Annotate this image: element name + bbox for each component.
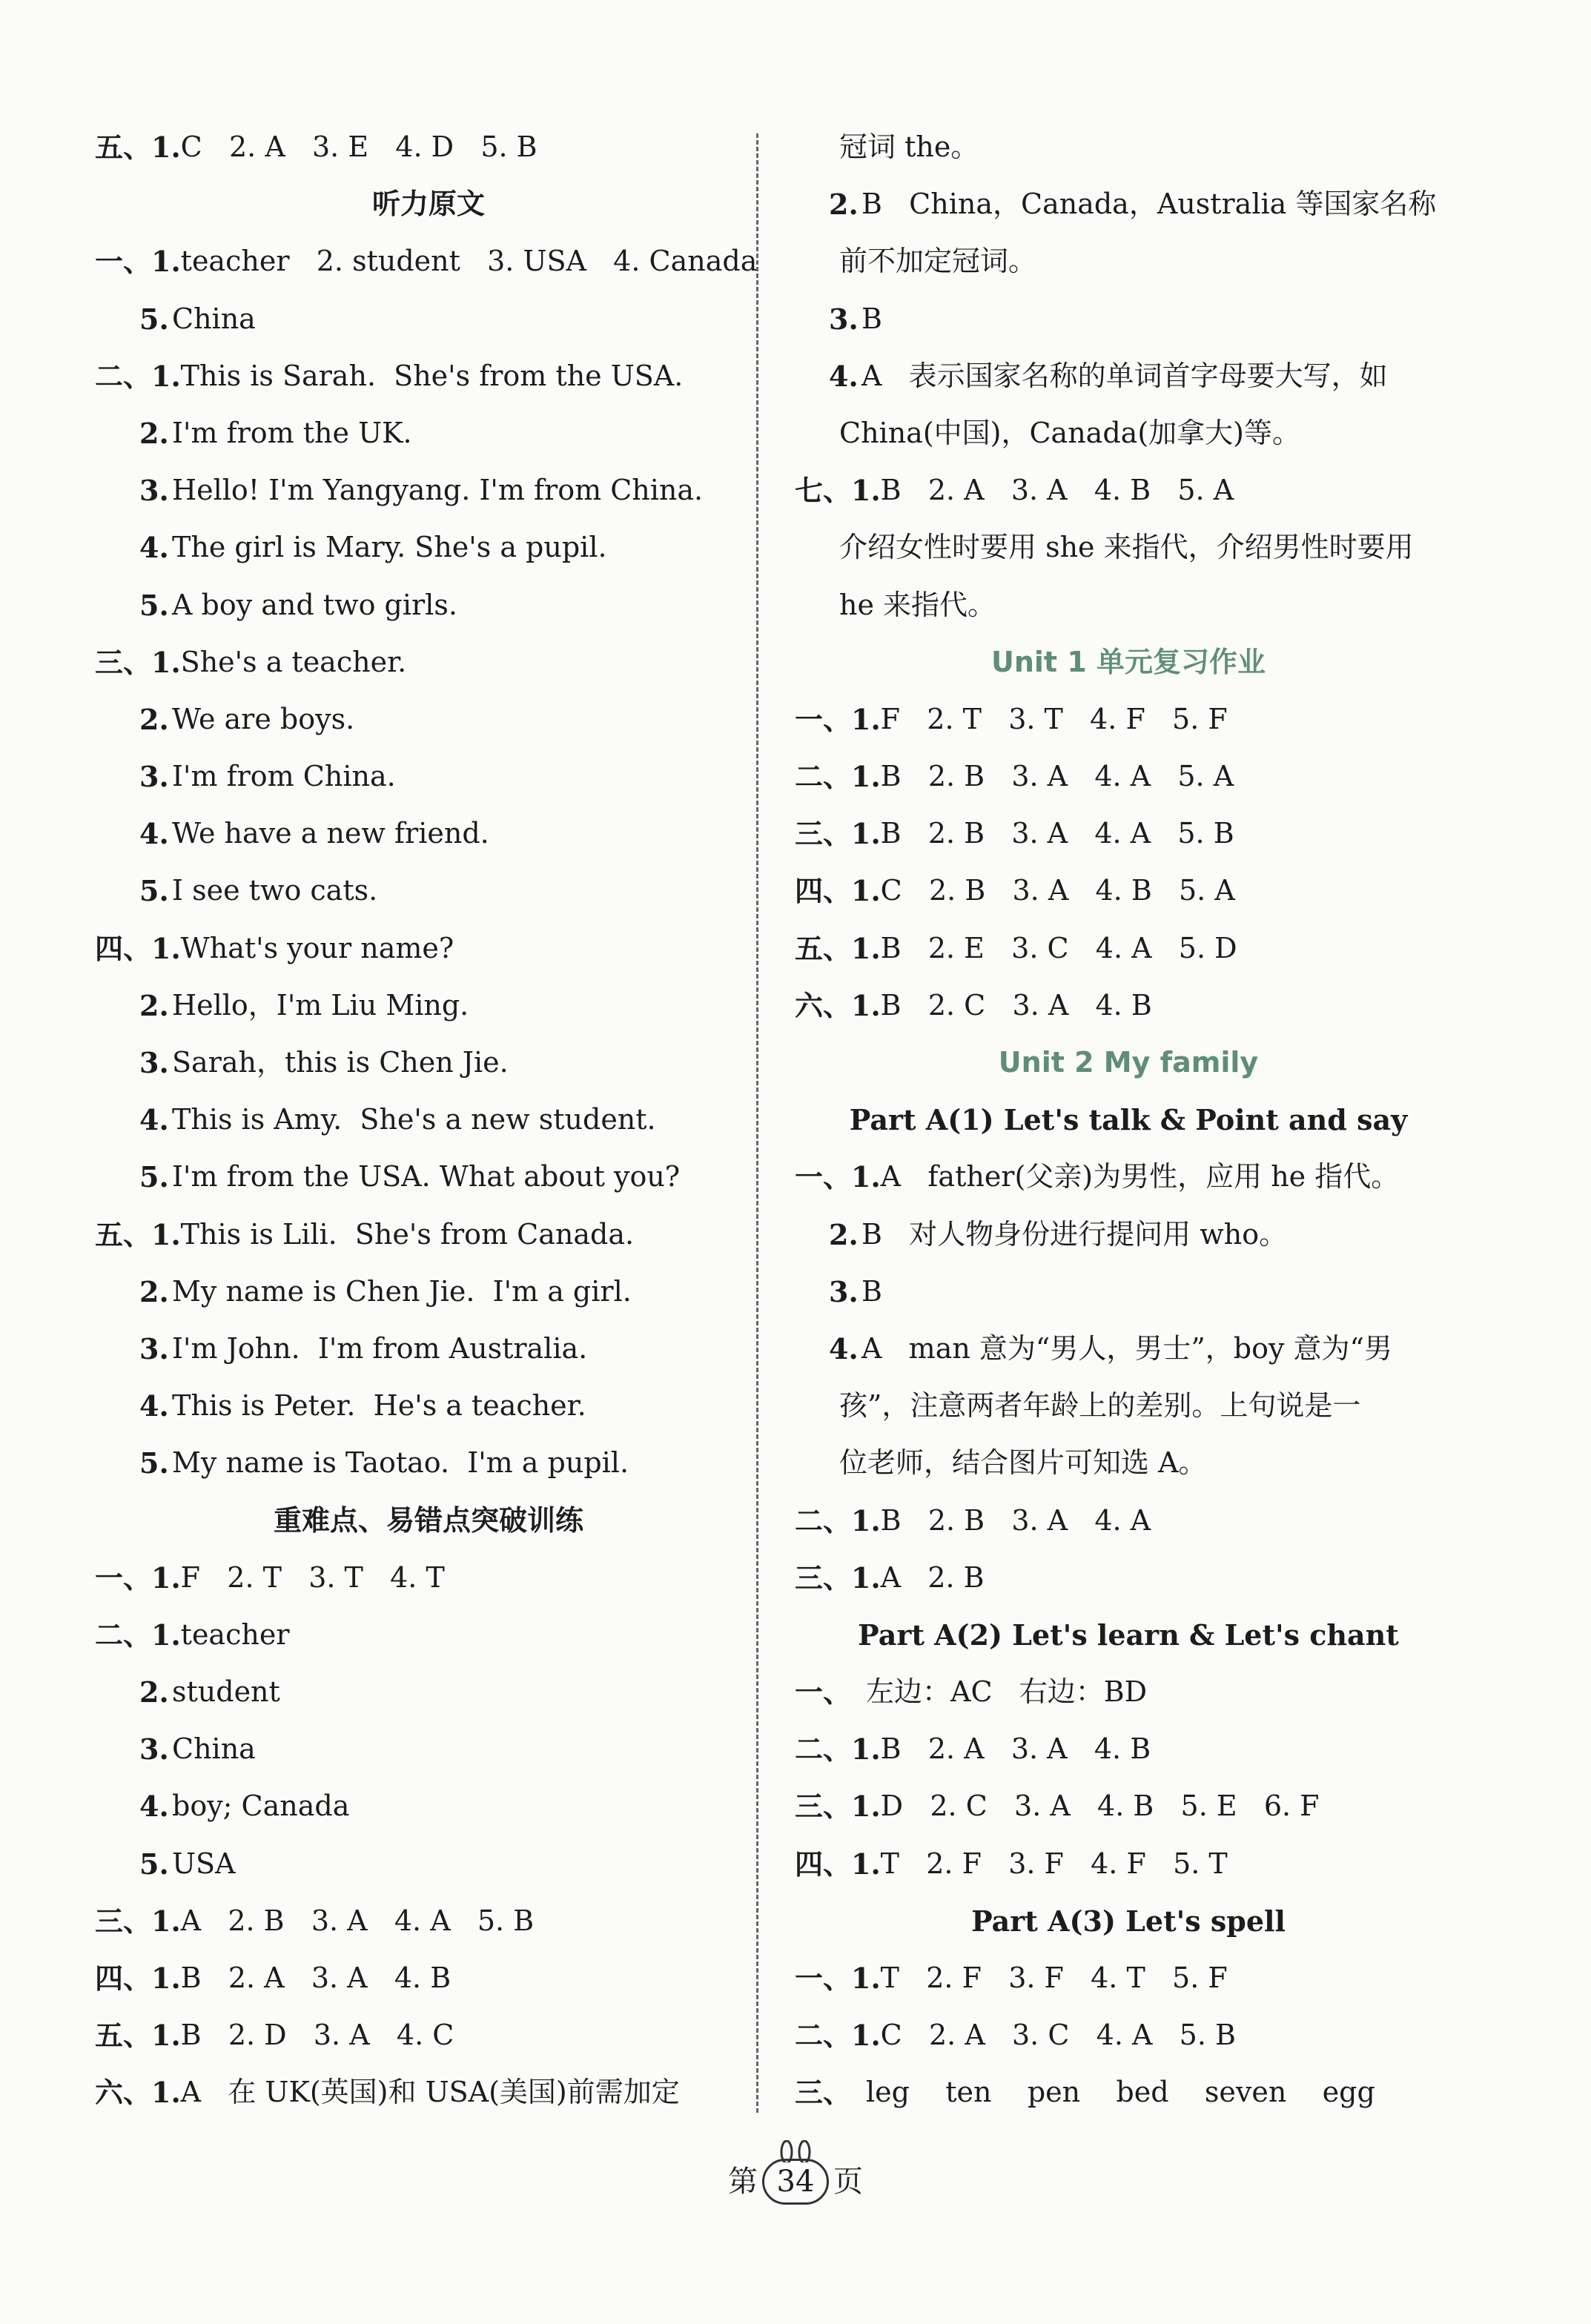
- answer-line: [95, 691, 762, 748]
- answer-text: A 表示国家名称的单词首字母要大写，如: [861, 359, 1388, 392]
- item-number: 一、1.: [795, 702, 881, 736]
- answer-line: [95, 748, 762, 805]
- answer-line: [95, 1091, 762, 1148]
- answer-line: [795, 862, 1462, 919]
- answer-line: [95, 977, 762, 1034]
- answer-line: [795, 1721, 1462, 1778]
- answer-text: Sarah，this is Chen Jie.: [172, 1046, 509, 1079]
- answer-text: I'm John. I'm from Australia.: [172, 1331, 588, 1365]
- answer-line: [95, 862, 762, 919]
- answer-line: [795, 748, 1462, 805]
- answer-line: [795, 1778, 1462, 1835]
- answer-line: [795, 176, 1462, 233]
- answer-line: [95, 1778, 762, 1835]
- answer-text: A man 意为“男人，男士”，boy 意为“男: [861, 1331, 1392, 1365]
- column-divider: [756, 133, 758, 2113]
- answer-text: I'm from the USA. What about you?: [172, 1160, 681, 1194]
- section-heading: Unit 2 My family: [998, 1046, 1259, 1079]
- answer-text: B 2. B 3. A 4. A 5. A: [880, 760, 1234, 793]
- answer-line: [795, 1377, 1462, 1434]
- answer-line: [95, 1950, 762, 2007]
- answer-line: [95, 1148, 762, 1205]
- answer-text: B 2. E 3. C 4. A 5. D: [880, 931, 1237, 964]
- answer-text: This is Lili. She's from Canada.: [180, 1217, 635, 1251]
- item-number: 二、1.: [95, 1618, 181, 1652]
- answer-text: he 来指代。: [839, 588, 996, 621]
- answer-line: [95, 577, 762, 634]
- answer-text: China(中国)，Canada(加拿大)等。: [839, 416, 1300, 449]
- footer-suffix: 页: [833, 2165, 863, 2199]
- item-number: 三、: [795, 2076, 852, 2110]
- answer-text: T 2. F 3. F 4. F 5. T: [880, 1847, 1228, 1880]
- answer-text: 左边：AC 右边：BD: [866, 1675, 1148, 1709]
- item-number: 三、1.: [795, 817, 881, 851]
- answer-text: This is Amy. She's a new student.: [172, 1103, 656, 1136]
- item-number: 4.: [139, 531, 169, 565]
- answer-text: 位老师，结合图片可知选 A。: [839, 1446, 1207, 1480]
- item-number: 二、1.: [795, 1732, 881, 1767]
- answer-line: [795, 291, 1462, 348]
- item-number: 5.: [139, 1160, 169, 1194]
- item-number: 4.: [139, 817, 169, 851]
- answer-line: [795, 1148, 1462, 1205]
- item-number: 一、1.: [795, 1160, 881, 1194]
- answer-line: [795, 119, 1462, 176]
- answer-line: [95, 1835, 762, 1893]
- answer-line: [795, 1663, 1462, 1721]
- answer-line: [95, 119, 762, 176]
- item-number: 五、1.: [95, 130, 181, 164]
- item-number: 五、1.: [95, 2019, 181, 2053]
- answer-text: We are boys.: [172, 702, 355, 735]
- item-number: 2.: [139, 988, 169, 1022]
- answer-line: [95, 405, 762, 462]
- item-number: 2.: [829, 1217, 859, 1251]
- answer-text: B 2. B 3. A 4. A: [880, 1503, 1151, 1537]
- item-number: 3.: [829, 1274, 859, 1308]
- answer-line: [795, 577, 1462, 634]
- answer-line: [95, 1377, 762, 1434]
- answer-line: [95, 1263, 762, 1320]
- answer-line: [795, 462, 1462, 519]
- answer-text: B: [861, 302, 882, 335]
- answer-text: Hello，I'm Liu Ming.: [172, 988, 469, 1022]
- item-number: 二、1.: [95, 359, 181, 393]
- answer-line: [795, 1950, 1462, 2007]
- answer-line: [795, 1492, 1462, 1549]
- item-number: 一、1.: [95, 245, 181, 279]
- answer-line: [795, 1549, 1462, 1606]
- answer-line: [795, 1320, 1462, 1377]
- page-footer: [0, 2156, 1591, 2208]
- page-number-value: 34: [776, 2165, 815, 2199]
- item-number: 一、: [795, 1675, 852, 1709]
- section-heading: 听力原文: [371, 188, 485, 221]
- answer-line: [95, 1606, 762, 1663]
- answer-text: leg ten pen bed seven egg: [866, 2076, 1375, 2109]
- item-number: 5.: [139, 1847, 169, 1881]
- answer-text: This is Sarah. She's from the USA.: [180, 359, 684, 392]
- item-number: 3.: [139, 1732, 169, 1767]
- item-number: 4.: [139, 1103, 169, 1137]
- answer-text: She's a teacher.: [180, 645, 407, 678]
- answer-line: [95, 348, 762, 405]
- item-number: 五、1.: [95, 1217, 181, 1251]
- item-number: 4.: [139, 1389, 169, 1423]
- answer-line: [795, 233, 1462, 290]
- page-number: [762, 2159, 829, 2205]
- answer-line: [795, 1434, 1462, 1492]
- answer-line: [95, 1320, 762, 1377]
- answer-line: [95, 920, 762, 977]
- item-number: 2.: [139, 702, 169, 736]
- answer-text: My name is Taotao. I'm a pupil.: [172, 1446, 629, 1480]
- answer-line: [795, 805, 1462, 862]
- answer-text: B 2. A 3. A 4. B: [180, 1962, 452, 1994]
- item-number: 五、1.: [795, 931, 881, 965]
- answer-line: [95, 1434, 762, 1492]
- answer-text: B: [861, 1274, 882, 1308]
- answer-text: B 2. D 3. A 4. C: [180, 2019, 454, 2052]
- answer-line: [95, 1034, 762, 1091]
- answer-text: 介绍女性时要用 she 来指代，介绍男性时要用: [839, 531, 1414, 564]
- answer-line: [795, 977, 1462, 1034]
- answer-line: [795, 691, 1462, 748]
- answer-line: [95, 1721, 762, 1778]
- rabbit-ears-icon: [773, 2140, 818, 2162]
- answer-text: C 2. A 3. E 4. D 5. B: [180, 130, 538, 163]
- answer-line: [795, 2064, 1462, 2121]
- answer-line: [795, 920, 1462, 977]
- item-number: 3.: [139, 1046, 169, 1079]
- section-heading: Part A(1) Let's talk & Point and say: [849, 1103, 1408, 1137]
- answer-text: China: [172, 1732, 256, 1766]
- answer-text: This is Peter. He's a teacher.: [172, 1389, 586, 1423]
- answer-text: My name is Chen Jie. I'm a girl.: [172, 1274, 632, 1308]
- answer-line: [95, 1663, 762, 1721]
- answer-text: B 对人物身份进行提问用 who。: [861, 1217, 1288, 1251]
- item-number: 三、1.: [795, 1560, 881, 1595]
- answer-line: [95, 1893, 762, 1950]
- item-number: 一、1.: [795, 1962, 881, 1995]
- answer-line: [795, 2007, 1462, 2064]
- item-number: 4.: [829, 1331, 859, 1365]
- item-number: 三、1.: [95, 645, 181, 679]
- item-number: 5.: [139, 302, 169, 336]
- answer-line: [95, 634, 762, 691]
- answer-line: [95, 2007, 762, 2064]
- answer-line: [795, 348, 1462, 405]
- answer-text: A 2. B: [880, 1560, 985, 1594]
- answer-text: A 2. B 3. A 4. A 5. B: [180, 1904, 535, 1937]
- section-heading: Unit 1 单元复习作业: [991, 645, 1266, 678]
- item-number: 3.: [139, 760, 169, 794]
- item-number: 三、1.: [795, 1790, 881, 1824]
- answer-text: B 2. A 3. A 4. B: [880, 1732, 1151, 1766]
- item-number: 5.: [139, 1446, 169, 1480]
- item-number: 四、1.: [95, 931, 181, 965]
- answer-text: boy; Canada: [172, 1790, 350, 1823]
- item-number: 二、1.: [795, 760, 881, 794]
- answer-text: 孩”，注意两者年龄上的差别。上句说是一: [839, 1389, 1361, 1423]
- item-number: 2.: [139, 416, 169, 450]
- item-number: 2.: [829, 188, 859, 222]
- answer-line: [795, 519, 1462, 576]
- answer-line: [95, 233, 762, 290]
- item-number: 四、1.: [795, 874, 881, 908]
- item-number: 3.: [829, 302, 859, 336]
- answer-text: What's your name?: [180, 931, 454, 964]
- answer-line: [795, 1206, 1462, 1263]
- item-number: 二、1.: [795, 1503, 881, 1537]
- answer-text: T 2. F 3. F 4. T 5. F: [880, 1962, 1228, 1994]
- answer-text: F 2. T 3. T 4. T: [180, 1560, 445, 1594]
- answer-text: teacher: [180, 1618, 290, 1651]
- item-number: 4.: [139, 1790, 169, 1824]
- answer-text: B 2. B 3. A 4. A 5. B: [880, 817, 1234, 850]
- item-number: 3.: [139, 474, 169, 508]
- answer-text: teacher 2. student 3. USA 4. Canada: [180, 245, 758, 278]
- item-number: 一、1.: [95, 1560, 181, 1595]
- answer-text: Hello! I'm Yangyang. I'm from China.: [172, 474, 704, 507]
- answer-text: student: [172, 1675, 280, 1709]
- answer-line: [95, 519, 762, 576]
- section-heading: Part A(2) Let's learn & Let's chant: [858, 1618, 1399, 1652]
- answer-line: [95, 805, 762, 862]
- answer-text: USA: [172, 1847, 236, 1880]
- answer-line: [795, 1835, 1462, 1893]
- answer-text: B 2. C 3. A 4. B: [880, 988, 1152, 1022]
- item-number: 三、1.: [95, 1904, 181, 1938]
- answer-text: D 2. C 3. A 4. B 5. E 6. F: [880, 1790, 1320, 1823]
- answer-text: I'm from the UK.: [172, 416, 412, 449]
- answer-line: [95, 1549, 762, 1606]
- answer-text: A father(父亲)为男性，应用 he 指代。: [880, 1160, 1400, 1194]
- answer-line: [95, 1206, 762, 1263]
- item-number: 3.: [139, 1331, 169, 1365]
- item-number: 六、1.: [95, 2076, 181, 2110]
- answer-text: I'm from China.: [172, 760, 396, 793]
- item-number: 4.: [829, 359, 859, 393]
- answer-text: A boy and two girls.: [172, 588, 457, 621]
- section-heading: 重难点、易错点突破训练: [273, 1503, 583, 1537]
- item-number: 四、1.: [95, 1962, 181, 1995]
- item-number: 5.: [139, 874, 169, 908]
- answer-text: 前不加定冠词。: [839, 245, 1037, 278]
- answer-line: [95, 2064, 762, 2121]
- item-number: 四、1.: [795, 1847, 881, 1881]
- footer-prefix: 第: [728, 2165, 758, 2199]
- answer-line: [795, 405, 1462, 462]
- section-heading: Part A(3) Let's spell: [971, 1904, 1286, 1938]
- answer-text: F 2. T 3. T 4. F 5. F: [880, 702, 1228, 735]
- answer-text: B 2. A 3. A 4. B 5. A: [880, 474, 1234, 507]
- answer-line: [95, 462, 762, 519]
- answer-text: We have a new friend.: [172, 817, 489, 850]
- left-column: [95, 119, 762, 2122]
- answer-text: China: [172, 302, 256, 335]
- right-column: [795, 119, 1462, 2122]
- answer-text: A 在 UK(英国)和 USA(美国)前需加定: [180, 2076, 680, 2109]
- answer-line: [795, 1263, 1462, 1320]
- answer-text: B China，Canada，Australia 等国家名称: [861, 188, 1437, 221]
- answer-text: C 2. B 3. A 4. B 5. A: [880, 874, 1235, 907]
- answer-line: [95, 291, 762, 348]
- item-number: 二、1.: [795, 2019, 881, 2053]
- answer-text: C 2. A 3. C 4. A 5. B: [880, 2019, 1236, 2052]
- answer-text: 冠词 the。: [839, 130, 979, 163]
- answer-text: I see two cats.: [172, 874, 378, 907]
- item-number: 七、1.: [795, 474, 881, 508]
- answer-text: The girl is Mary. She's a pupil.: [172, 531, 607, 564]
- item-number: 六、1.: [795, 988, 881, 1022]
- item-number: 2.: [139, 1675, 169, 1709]
- item-number: 5.: [139, 588, 169, 622]
- item-number: 2.: [139, 1274, 169, 1308]
